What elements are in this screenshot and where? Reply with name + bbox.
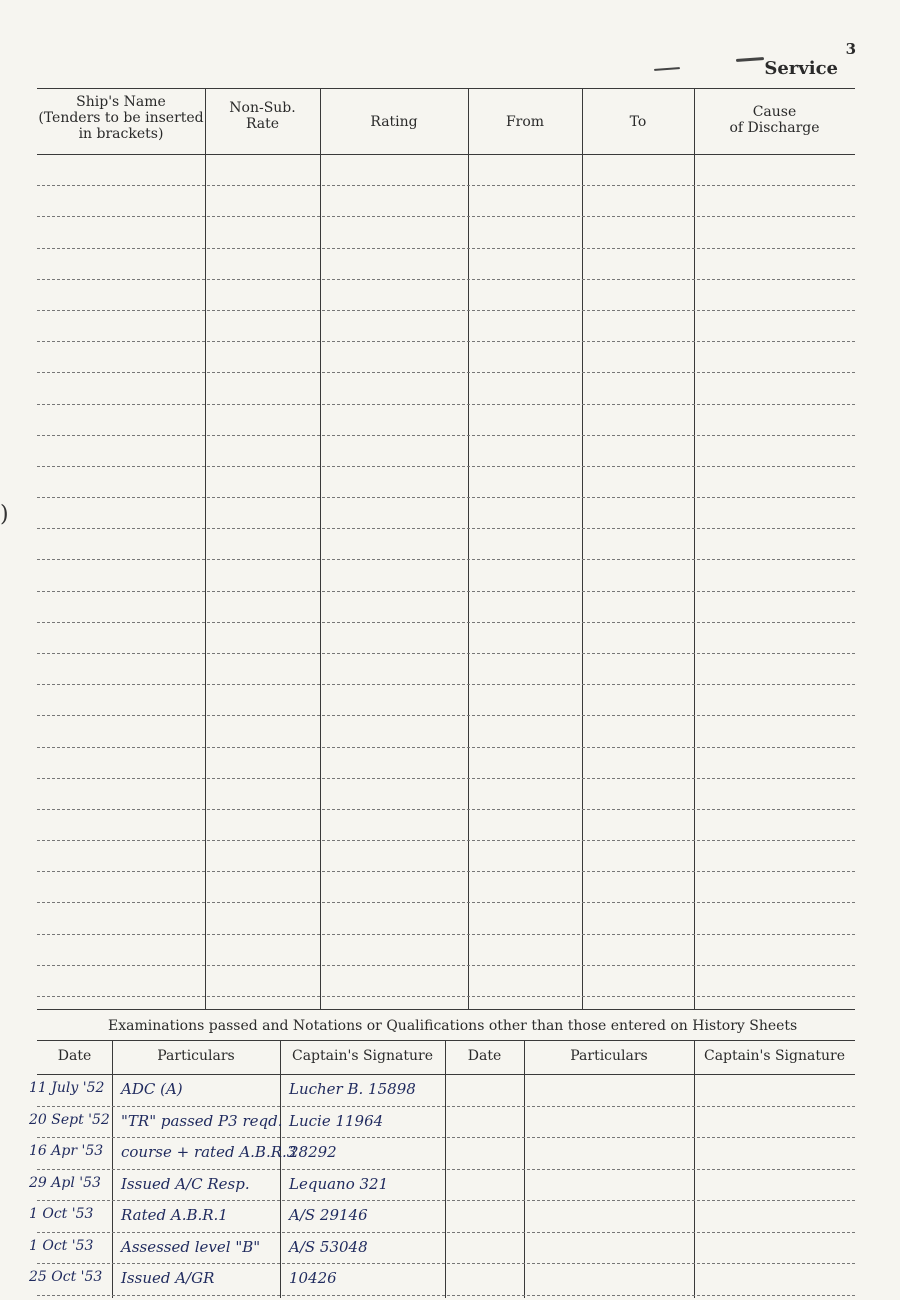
exam-row-line [37, 1137, 855, 1138]
service-row-line [37, 435, 855, 436]
service-row-line [37, 715, 855, 716]
service-row-line [37, 559, 855, 560]
exam-row-line [37, 1106, 855, 1107]
exam-entry-particulars: Assessed level "B" [121, 1237, 261, 1256]
exam-signature-header: Captain's Signature [292, 1048, 433, 1064]
exam-row-line [37, 1200, 855, 1201]
service-row-line [37, 902, 855, 903]
exam-date2-header: Date [467, 1048, 502, 1064]
exam-entry-signature: A/S 29146 [289, 1206, 368, 1224]
service-row-line [37, 279, 855, 280]
exam-table [29, 1040, 855, 1298]
exam-signature2-header: Captain's Signature [704, 1048, 845, 1064]
service-row-line [37, 404, 855, 405]
margin-mark: ) [0, 502, 9, 527]
service-row-line [37, 497, 855, 498]
from-header: From [505, 114, 545, 130]
service-table [37, 88, 855, 1010]
exam-particulars2-header: Particulars [570, 1048, 648, 1064]
service-row-line [37, 934, 855, 935]
cause-header-line: of Discharge [729, 120, 820, 136]
ship-name-header-line: Ship's Name [76, 94, 166, 110]
cause-header-line: Cause [752, 104, 797, 120]
cause-header [694, 104, 855, 136]
exam-entry-date: 25 Oct '53 [29, 1269, 103, 1285]
service-row-line [37, 591, 855, 592]
service-row-line [37, 840, 855, 841]
service-row-line [37, 965, 855, 966]
exam-entry-date: 1 Oct '53 [29, 1237, 94, 1254]
exam-entry-particulars: "TR" passed P3 reqd. [121, 1111, 283, 1130]
exam-entry-date: 29 Apl '53 [29, 1174, 101, 1191]
service-row-line [37, 778, 855, 779]
service-row-line [37, 341, 855, 342]
service-row-line [37, 310, 855, 311]
exam-entry-particulars: Issued A/GR [121, 1269, 215, 1287]
exam-entry-signature: 28292 [289, 1143, 337, 1161]
page-number: 3 [845, 40, 856, 58]
exam-entry-particulars: course + rated A.B.R.3 [121, 1143, 297, 1161]
exam-section-title: Examinations passed and Notations or Qualifications other than those entered on History Sheets [108, 1018, 798, 1034]
exam-entry-date: 20 Sept '52 [29, 1111, 110, 1128]
ship-name-header-line: (Tenders to be inserted [38, 110, 204, 126]
exam-date-header: Date [57, 1048, 92, 1064]
exam-entry-date: 16 Apr '53 [29, 1143, 104, 1159]
section-title: Service [764, 58, 838, 79]
non-sub-rate-header [205, 100, 320, 132]
service-row-line [37, 653, 855, 654]
exam-row-line [37, 1295, 855, 1296]
service-row-line [37, 466, 855, 467]
exam-entry-particulars: ADC (A) [121, 1080, 183, 1098]
exam-entry-signature: Lucher B. 15898 [289, 1080, 416, 1098]
non-sub-rate-header-line: Rate [245, 116, 280, 132]
exam-entry-particulars: Rated A.B.R.1 [121, 1206, 228, 1224]
pen-mark [736, 57, 764, 62]
service-row-line [37, 871, 855, 872]
service-row-line [37, 248, 855, 249]
exam-entry-signature: A/S 53048 [289, 1237, 368, 1256]
exam-row-line [37, 1263, 855, 1264]
exam-row-line [37, 1169, 855, 1170]
service-row-line [37, 372, 855, 373]
service-row-line [37, 622, 855, 623]
service-row-line [37, 684, 855, 685]
service-row-line [37, 747, 855, 748]
service-row-line [37, 216, 855, 217]
exam-entry-date: 11 July '52 [29, 1080, 105, 1096]
exam-entry-signature: 10426 [289, 1269, 337, 1287]
service-row-line [37, 528, 855, 529]
service-row-line [37, 809, 855, 810]
service-row-line [37, 185, 855, 186]
exam-entry-signature: Lequano 321 [289, 1174, 389, 1193]
service-table-bottom [37, 1009, 855, 1010]
ship-name-header [37, 94, 205, 142]
exam-entry-particulars: Issued A/C Resp. [121, 1174, 250, 1193]
to-header: To [629, 114, 647, 130]
service-row-line [37, 996, 855, 997]
exam-entry-date: 1 Oct '53 [29, 1206, 94, 1222]
non-sub-rate-header-line: Non-Sub. [229, 100, 296, 116]
exam-particulars-header: Particulars [157, 1048, 235, 1064]
pen-mark [654, 67, 680, 71]
rating-header: Rating [370, 114, 418, 130]
exam-entry-signature: Lucie 11964 [289, 1111, 384, 1130]
exam-row-line [37, 1232, 855, 1233]
ship-name-header-line: in brackets) [78, 126, 164, 142]
